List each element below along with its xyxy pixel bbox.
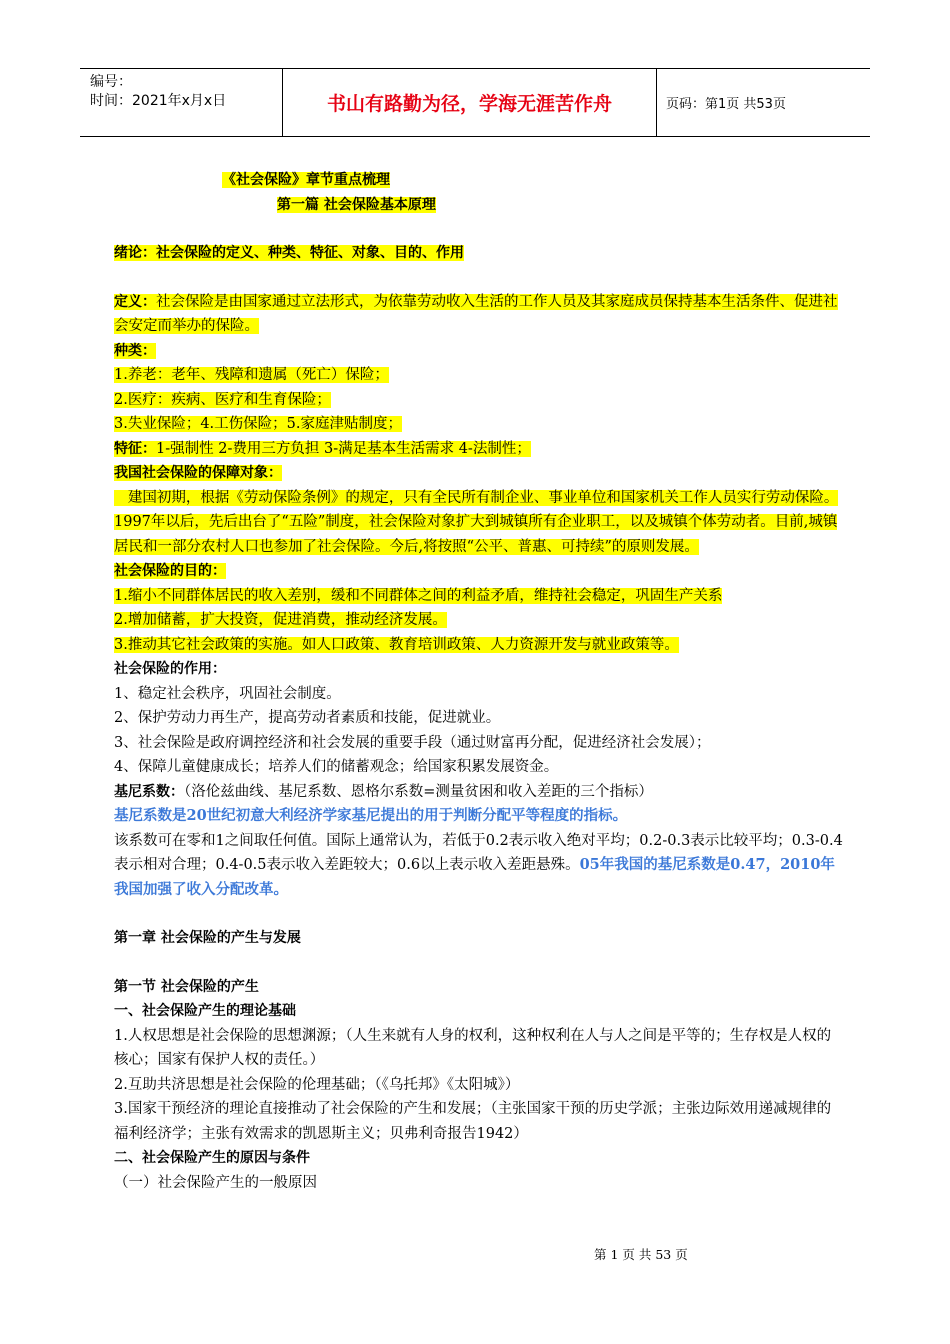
gini-paragraph (114, 829, 844, 903)
gini-line (114, 780, 844, 805)
types-label: 种类： (114, 342, 156, 359)
list-item: （一）社会保险产生的一般原因 (114, 1174, 317, 1191)
purposes-label-line (114, 559, 844, 584)
intro-heading-line (114, 241, 844, 266)
page-header (80, 68, 870, 137)
list-item: 1.养老：老年、残障和遗属（死亡）保险； (114, 367, 389, 383)
subsection-title-line (114, 1146, 844, 1171)
purposes-label: 社会保险的目的： (114, 563, 226, 579)
chapter-title-line (114, 926, 844, 951)
gini-label: 基尼系数： (114, 783, 184, 800)
header-motto: 书山有路勤为径，学海无涯苦作舟 (283, 69, 657, 136)
functions-label: 社会保险的作用： (114, 661, 226, 677)
definition-paragraph (114, 290, 844, 339)
objects-label-line (114, 461, 844, 486)
header-meta (80, 69, 283, 136)
gini-definition: 基尼系数是20世纪初意大利经济学家基尼提出的用于判断分配平等程度的指标。 (114, 807, 628, 824)
list-item: 2.增加储蓄，扩大投资，促进消费，推动经济发展。 (114, 612, 447, 628)
doc-title: 《社会保险》章节重点梳理 (222, 172, 390, 188)
document-number-label: 编号： (90, 74, 132, 90)
list-item: 1、稳定社会秩序，巩固社会制度。 (114, 685, 341, 702)
section-title: 第一节 社会保险的产生 (114, 978, 259, 995)
list-item: 2.医疗：疾病、医疗和生育保险； (114, 391, 331, 408)
features-text: 1-强制性 2-费用三方负担 3-满足基本生活需求 4-法制性； (156, 440, 531, 457)
functions-label-line (114, 657, 844, 682)
features-label: 特征： (114, 440, 156, 457)
objects-paragraph (114, 486, 844, 560)
list-item: 1.缩小不同群体居民的收入差别，缓和不同群体之间的利益矛盾，维持社会稳定，巩固生产关系 (114, 587, 723, 604)
list-item: 4、保障儿童健康成长；培养人们的储蓄观念；给国家积累发展资金。 (114, 759, 559, 775)
list-item: 2、保护劳动力再生产，提高劳动者素质和技能，促进就业。 (114, 710, 501, 726)
doc-title-line (114, 168, 844, 193)
definition-text: 社会保险是由国家通过立法形式，为依靠劳动收入生活的工作人员及其家庭成员保持基本生活条件、促进社会安定而举办的保险。 (114, 293, 838, 334)
page-footer: 第 1 页 共 53 页 (594, 1247, 688, 1262)
chapter-title: 第一章 社会保险的产生与发展 (114, 930, 301, 946)
list-item: 2.互助共济思想是社会保险的伦理基础；（《乌托邦》《太阳城》） (114, 1076, 520, 1093)
header-page-info: 页码：第1页 共53页 (666, 97, 786, 112)
list-item: 3、社会保险是政府调控经济和社会发展的重要手段（通过财富再分配，促进经济社会发展）； (114, 734, 711, 751)
types-label-line (114, 339, 844, 364)
intro-heading: 绪论：社会保险的定义、种类、特征、对象、目的、作用 (114, 245, 464, 261)
objects-label: 我国社会保险的保障对象： (114, 465, 282, 481)
list-item: 3.国家干预经济的理论直接推动了社会保险的产生和发展；（主张国家干预的历史学派；主张边际效用递减规律的福利经济学；主张有效需求的凯恩斯主义；贝弗利奇报告1942） (114, 1101, 832, 1142)
list-item: 3.失业保险；4.工伤保险；5.家庭津贴制度； (114, 416, 403, 432)
objects-text: 建国初期，根据《劳动保险条例》的规定，只有全民所有制企业、事业单位和国家机关工作人员实行劳动保险。1997年以后，先后出台了“五险”制度，社会保险对象扩大到城镇所有企业职工，以及城镇个体劳动者。目前,城镇居民和一部分农村人口也参加了社会保险。今后,将按照“公平、普惠、可持续”的原则发展。 (114, 489, 839, 555)
gini-highlight: 05年我国的基尼系数是0.47，2010年我国加强了收入分配改革。 (114, 856, 835, 898)
part-title: 第一篇 社会保险基本原理 (277, 196, 436, 213)
part-title-line (114, 193, 844, 218)
subsection-title: 二、社会保险产生的原因与条件 (114, 1150, 310, 1166)
gini-range-text: 该系数可在零和1之间取任何值。国际上通常认为，若低于0.2表示收入绝对平均；0.2-0.3表示比较平均；0.3-0.4表示相对合理；0.4-0.5表示收入差距较大；0.6以上表示收入差距悬殊。 (114, 832, 843, 873)
features-line (114, 437, 844, 462)
definition-label: 定义： (114, 293, 156, 310)
document-body (114, 168, 844, 1195)
subsection-title: 一、社会保险产生的理论基础 (114, 1003, 296, 1019)
list-item: 3.推动其它社会政策的实施。如人口政策、教育培训政策、人力资源开发与就业政策等。 (114, 636, 679, 653)
section-title-line (114, 975, 844, 1000)
document-time: 时间：2021年x月x日 (90, 93, 227, 109)
subsection-title-line (114, 999, 844, 1024)
list-item: 1.人权思想是社会保险的思想渊源；（人生来就有人身的权利，这种权利在人与人之间是平等的；生存权是人权的核心；国家有保护人权的责任。） (114, 1027, 832, 1068)
gini-note: （洛伦兹曲线、基尼系数、恩格尔系数=测量贫困和收入差距的三个指标） (184, 783, 653, 800)
